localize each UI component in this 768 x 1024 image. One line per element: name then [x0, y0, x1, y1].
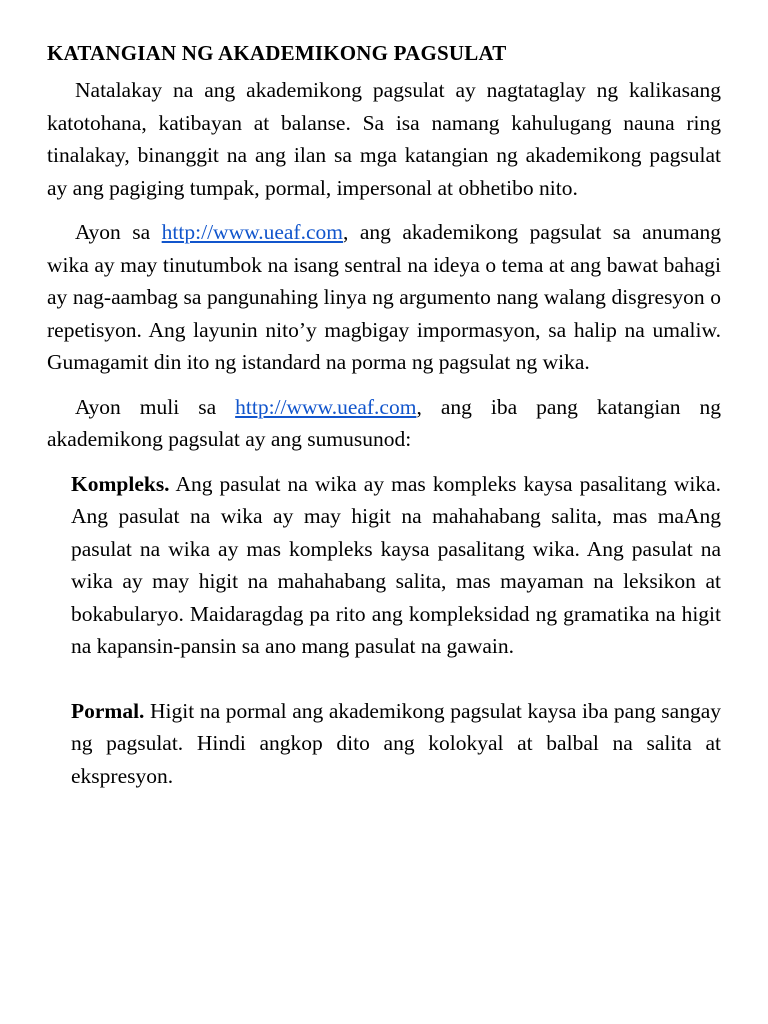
- entry-kompleks-text: Ang pasulat na wika ay mas kompleks kaysa pasalitang wika. Ang pasulat na wika ay may higit na mahahabang salita, mas maAng pasulat na wika ay mas kompleks kaysa pasalitang wika. Ang pasulat na wika ay may higit na mahahabang salita, mas mayaman na leksikon at bokabularyo. Maidaragdag pa rito ang kompleksidad ng gramatika na higit na kapansin-pansin sa ano mang pasulat na gawain.: [71, 471, 721, 658]
- paragraph-ueaf-1: [47, 216, 721, 379]
- paragraph-ueaf-1-rest: , ang akademikong pagsulat sa anumang wika ay may tinutumbok na isang sentral na ideya o tema at ang bawat bahagi ay nag-aambag sa pangunahing linya ng argumento nang walang disgresyon o repetisyon. Ang layunin nito’y magbigay impormasyon, sa halip na umaliw. Gumagamit din ito ng istandard na porma ng pagsulat ng wika.: [47, 220, 721, 374]
- ueaf-link-2[interactable]: http://www.ueaf.com: [235, 394, 417, 419]
- paragraph-intro: [47, 74, 721, 204]
- paragraph-ueaf-1-lead: Ayon sa: [75, 220, 162, 244]
- document-page: [47, 38, 721, 824]
- paragraph-ueaf-2-lead: Ayon muli sa: [75, 394, 236, 419]
- entry-kompleks: [71, 468, 721, 663]
- paragraph-ueaf-2: [47, 391, 721, 456]
- paragraph-intro-text: Natalakay na ang akademikong pagsulat ay nagtataglay ng kalikasang katotohana, katibayan at balanse. Sa isa namang kahulugang nauna ring tinalakay, binanggit na ang ilan sa mga katangian ng akademikong pagsulat ay ang pagiging tumpak, pormal, impersonal at obhetibo nito.: [47, 78, 721, 200]
- entry-pormal-term: Pormal.: [71, 698, 145, 723]
- entry-pormal: [71, 695, 721, 793]
- ueaf-link-1[interactable]: http://www.ueaf.com: [161, 220, 343, 244]
- entry-pormal-text: Higit na pormal ang akademikong pagsulat kaysa iba pang sangay ng pagsulat. Hindi angkop dito ang kolokyal at balbal na salita at ekspresyon.: [71, 698, 721, 788]
- page-title: KATANGIAN NG AKADEMIKONG PAGSULAT: [47, 41, 507, 65]
- entry-kompleks-term: Kompleks.: [71, 471, 170, 496]
- paragraph-ueaf-2-rest: , ang iba pang katangian ng akademikong pagsulat ay ang sumusunod:: [47, 394, 721, 451]
